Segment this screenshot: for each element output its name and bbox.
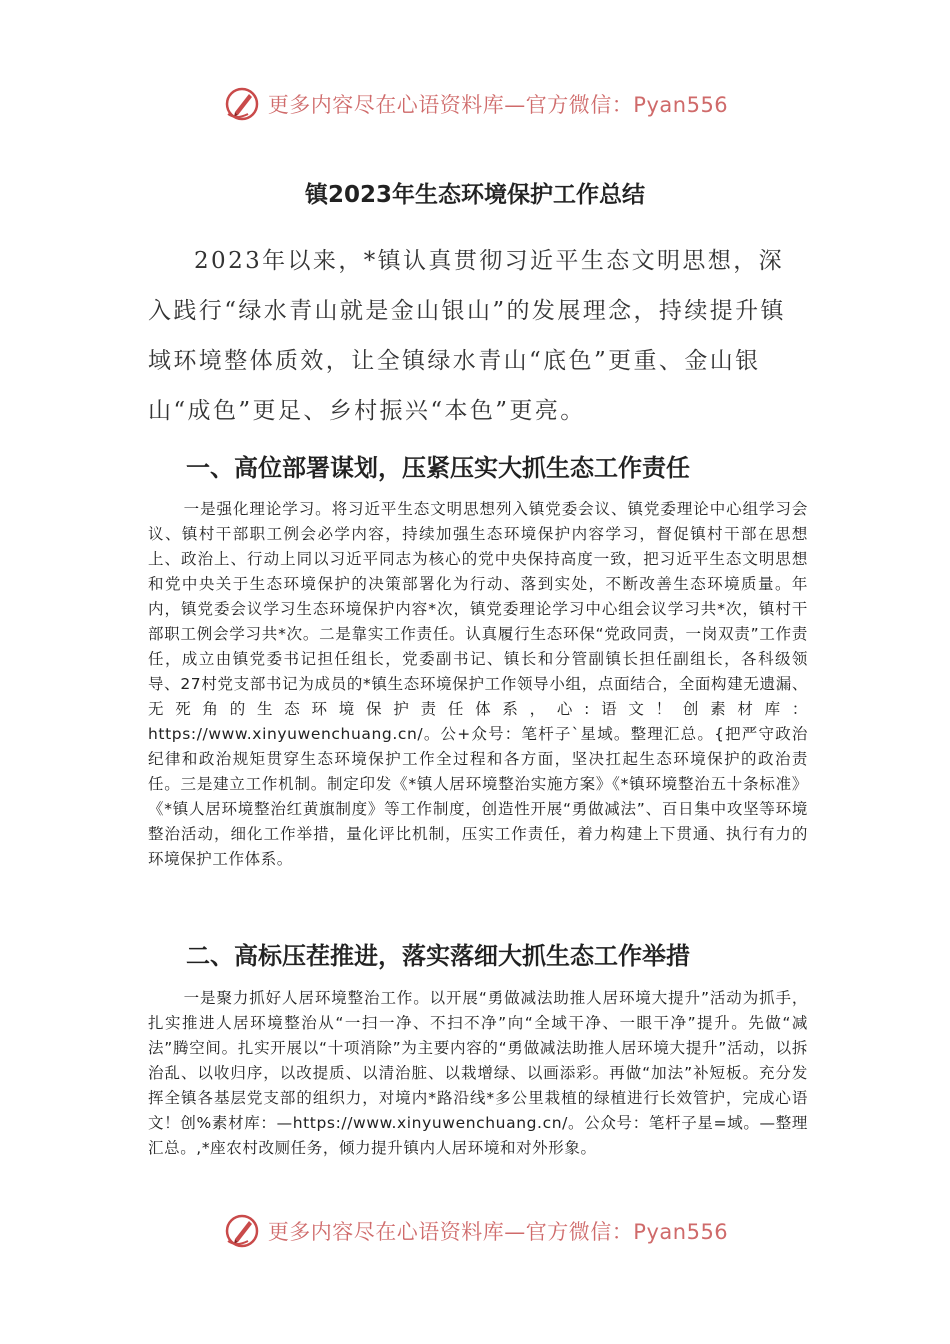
header-watermark-banner [0,82,950,126]
pen-logo-icon [222,84,262,124]
section-body-2: 一是聚力抓好人居环境整治工作。以开展“勇做减法助推人居环境大提升”活动为抓手，扎实推进人居环境整治从“一扫一净、不扫不净”向“全域干净、一眼干净”提升。先做“减法”腾空间。扎实开展以“十项消除”为主要内容的“勇做减法助推人居环境大提升”活动，以拆治乱、以收归序，以改提质、以清治脏、以栽增绿、以画添彩。再做“加法”补短板。充分发挥全镇各基层党支部的组织力，对境内*路沿线*多公里栽植的绿植进行长效管护，完成心语文！创%素材库：—https://www.xinyuwenchuang.cn/。公众号：笔杆子星=域。—整理汇总。,*座农村改厕任务，倾力提升镇内人居环境和对外形象。 [148,989,808,1157]
document-title: 镇2023年生态环境保护工作总结 [304,182,645,208]
section-heading-1: 一、高位部署谋划，压紧压实大抓生态工作责任 [186,454,690,482]
pen-logo-icon [222,1211,262,1251]
watermark-text: 更多内容尽在心语资料库—官方微信：Pyan556 [267,1220,729,1244]
watermark-text: 更多内容尽在心语资料库—官方微信：Pyan556 [267,93,729,117]
intro-paragraph: 2023年以来，*镇认真贯彻习近平生态文明思想，深入践行“绿水青山就是金山银山”的发展理念，持续提升镇域环境整体质效，让全镇绿水青山“底色”更重、金山银山“成色”更足、乡村振兴“本色”更亮。 [148,248,786,424]
section-body-1: 一是强化理论学习。将习近平生态文明思想列入镇党委会议、镇党委理论中心组学习会议、镇村干部职工例会必学内容，持续加强生态环境保护内容学习，督促镇村干部在思想上、政治上、行动上同以习近平同志为核心的党中央保持高度一致，把习近平生态文明思想和党中央关于生态环境保护的决策部署化为行动、落到实处，不断改善生态环境质量。年内，镇党委会议学习生态环境保护内容*次，镇党委理论学习中心组会议学习共*次，镇村干部职工例会学习共*次。二是靠实工作责任。认真履行生态环保“党政同责，一岗双责”工作责任，成立由镇党委书记担任组长，党委副书记、镇长和分管副镇长担任副组长，各科级领导、27村党支部书记为成员的*镇生态环境保护工作领导小组，点面结合，全面构建无遗漏、无死角的生态环境保护责任体系，心:语文！创素材库：https://www.xinyuwenchuang.cn/。公+众号：笔杆子`星域。整理汇总。{把严守政治纪律和政治规矩贯穿生态环境保护工作全过程和各方面，坚决扛起生态环境保护的政治责任。三是建立工作机制。制定印发《*镇人居环境整治实施方案》《*镇环境整治五十条标准》《*镇人居环境整治红黄旗制度》等工作制度，创造性开展“勇做减法”、百日集中攻坚等环境整治活动，细化工作举措，量化评比机制，压实工作责任，着力构建上下贯通、执行有力的环境保护工作体系。 [148,500,808,868]
section-heading-2: 二、高标压茬推进，落实落细大抓生态工作举措 [186,942,690,970]
footer-watermark-banner [0,1209,950,1253]
